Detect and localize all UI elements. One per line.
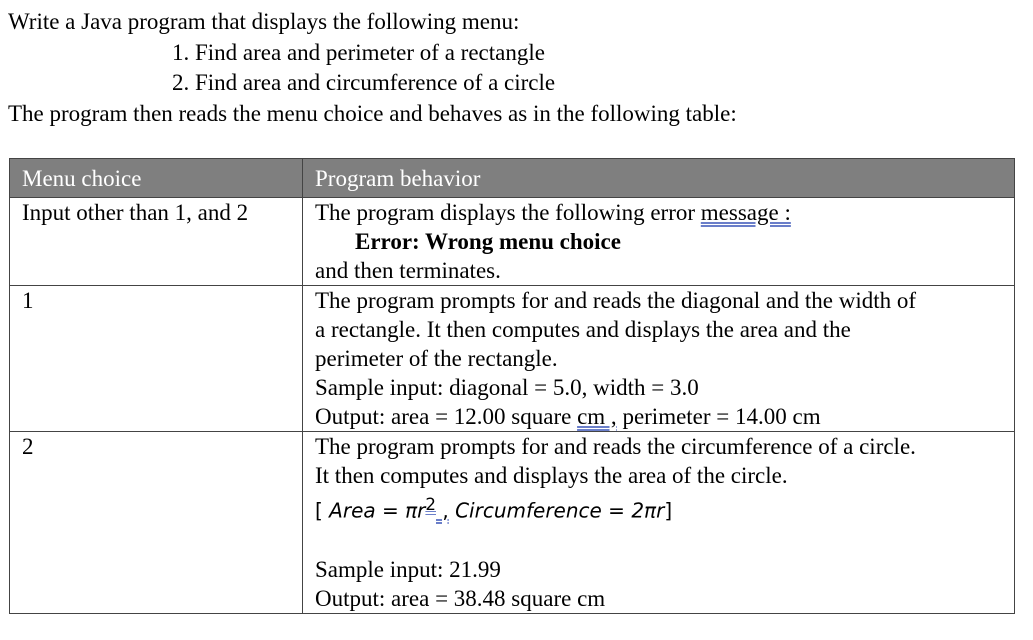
equals: = <box>601 498 632 523</box>
table-header-row <box>10 159 1015 198</box>
behavior-line: Sample input: diagonal = 5.0, width = 3.0 <box>315 375 699 400</box>
menu-item-1 <box>172 38 545 68</box>
area-expression: πr <box>405 498 426 523</box>
behavior-line: Sample input: 21.99 <box>315 556 501 582</box>
bracket-open: [ <box>315 498 330 523</box>
circumference-label: Circumference <box>448 498 602 523</box>
menu-item-number: 1. <box>172 40 190 65</box>
header-menu-choice: Menu choice <box>10 159 303 198</box>
text: The program displays the following error <box>315 200 701 225</box>
underlined-text: cm , <box>577 404 617 429</box>
output-line: Output: area = 38.48 square cm <box>315 585 606 611</box>
area-label: Area <box>329 498 376 523</box>
choice-cell: 2 <box>10 432 303 614</box>
header-program-behavior: Program behavior <box>303 159 1015 198</box>
choice-cell: 1 <box>10 286 303 432</box>
behavior-cell <box>303 198 1015 286</box>
behavior-cell <box>303 286 1015 432</box>
blank-line <box>315 526 1014 555</box>
behavior-line: a rectangle. It then computes and displays the area and the <box>315 317 851 342</box>
menu-item-text: Find area and circumference of a circle <box>195 70 556 95</box>
equals: = <box>375 498 406 523</box>
table-row <box>10 432 1015 614</box>
underlined-text: message : <box>700 200 791 225</box>
behavior-cell <box>303 432 1015 614</box>
behavior-line: and then terminates. <box>315 258 501 283</box>
bracket-close: ] <box>664 498 673 523</box>
menu-item-text: Find area and perimeter of a rectangle <box>195 40 545 65</box>
behavior-line <box>315 198 1014 227</box>
table-row <box>10 198 1015 286</box>
exponent: 2 <box>425 495 436 514</box>
intro-line-1: Write a Java program that displays the following menu: <box>8 9 520 34</box>
text: Output: area = 12.00 square <box>315 404 578 429</box>
circumference-expression: 2πr <box>631 498 665 523</box>
behavior-line: The program prompts for and reads the diagonal and the width of <box>315 288 917 313</box>
behavior-table <box>9 158 1015 614</box>
error-message: Error: Wrong menu choice <box>355 229 621 254</box>
behavior-line: The program prompts for and reads the circumference of a circle. <box>315 434 916 459</box>
menu-item-number: 2. <box>172 70 190 95</box>
behavior-line: It then computes and displays the area of the circle. <box>315 463 788 488</box>
intro-line-2: The program then reads the menu choice and behaves as in the following table: <box>8 101 737 126</box>
text: perimeter = 14.00 cm <box>616 404 821 429</box>
formula <box>315 490 1014 526</box>
behavior-line: perimeter of the rectangle. <box>315 346 558 371</box>
separator: , <box>436 498 449 523</box>
table-row <box>10 286 1015 432</box>
choice-cell: Input other than 1, and 2 <box>10 198 303 286</box>
output-line <box>315 402 1014 431</box>
menu-item-2 <box>172 68 555 98</box>
